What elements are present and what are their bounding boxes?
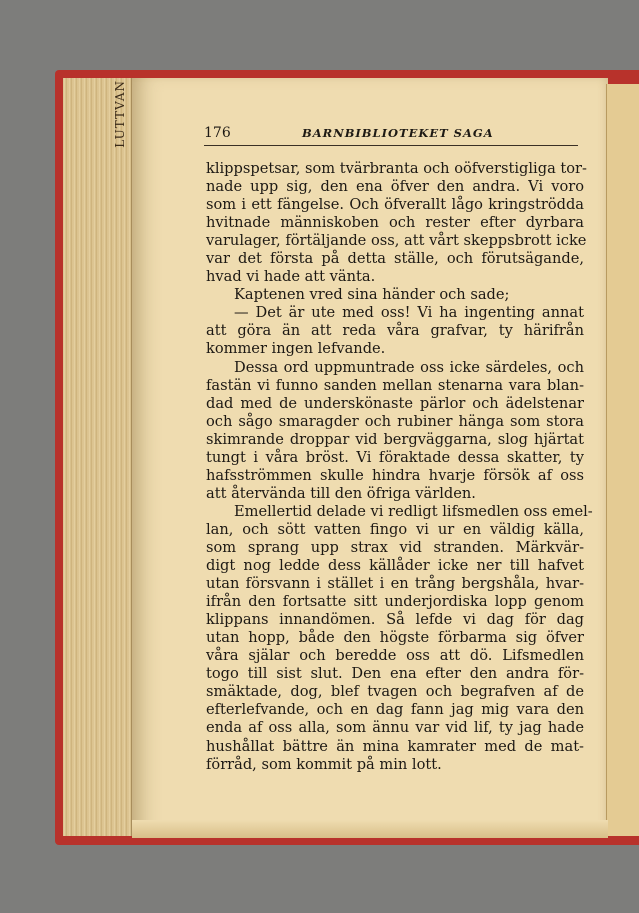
text-line: skimrande droppar vid bergväggarna, slog hjärtat bbox=[206, 430, 584, 448]
text-line: Emellertid delade vi redligt lifsmedlen oss emel- bbox=[234, 502, 593, 520]
text-line: klippans innandömen. Så lefde vi dag för dag bbox=[206, 611, 584, 629]
text-line: kommer ingen lefvande. bbox=[206, 340, 386, 358]
text-line: hvad vi hade att vänta. bbox=[206, 268, 376, 286]
text-line: var det första på detta ställe, och förutsägande, bbox=[206, 250, 584, 268]
text-line: Kaptenen vred sina händer och sade; bbox=[234, 286, 510, 304]
page-bottom-shadow bbox=[132, 820, 608, 838]
text-line: som sprang upp strax vid stranden. Märkvär- bbox=[206, 538, 584, 556]
text-line: och sågo smaragder och rubiner hänga som stora bbox=[206, 412, 584, 430]
text-line: hvitnade människoben och rester efter dyrbara bbox=[206, 214, 584, 232]
text-line: ifrån den fortsatte sitt underjordiska lopp genom bbox=[206, 593, 584, 611]
facing-page-edge bbox=[606, 84, 639, 836]
text-line: utan försvann i stället i en trång bergshåla, hvar- bbox=[206, 575, 584, 593]
text-line: togo till sist slut. Den ena efter den andra för- bbox=[206, 665, 584, 683]
page-number: 176 bbox=[204, 125, 231, 141]
text-line: våra själar och beredde oss att dö. Lifsmedlen bbox=[206, 647, 584, 665]
text-line: förråd, som kommit på min lott. bbox=[206, 755, 442, 773]
text-line: digt nog ledde dess källåder icke ner till hafvet bbox=[206, 557, 584, 575]
page-header bbox=[204, 125, 584, 145]
running-head: BARNBIBLIOTEKET SAGA bbox=[302, 126, 494, 140]
text-line: enda af oss alla, som ännu var vid lif, ty jag hade bbox=[206, 719, 584, 737]
text-line: tungt i våra bröst. Vi föraktade dessa skatter, ty bbox=[206, 448, 584, 466]
text-line: varulager, förtäljande oss, att vårt skeppsbrott icke bbox=[206, 232, 587, 250]
text-line: — Det är ute med oss! Vi ha ingenting annat bbox=[234, 304, 584, 322]
text-line: lan, och sött vatten fingo vi ur en väldig källa, bbox=[206, 520, 584, 538]
text-line: hushållat bättre än mina kamrater med de mat- bbox=[206, 737, 584, 755]
page-edges bbox=[63, 78, 132, 836]
text-line: som i ett fängelse. Och öfverallt lågo kringströdda bbox=[206, 196, 584, 214]
spine-text: LUTTVAN bbox=[113, 80, 127, 148]
text-line: hafsströmmen skulle hindra hvarje försök af oss bbox=[206, 466, 584, 484]
text-line: klippspetsar, som tvärbranta och oöfverstigliga tor- bbox=[206, 160, 587, 177]
text-line: att återvända till den öfriga världen. bbox=[206, 484, 476, 502]
text-line: utan hopp, både den högste förbarma sig öfver bbox=[206, 629, 584, 647]
header-rule bbox=[204, 145, 578, 146]
text-line: smäktade, dog, blef tvagen och begrafven af de bbox=[206, 683, 584, 701]
text-line: efterlefvande, och en dag fann jag mig vara den bbox=[206, 701, 584, 719]
text-line: nade upp sig, den ena öfver den andra. Vi voro bbox=[206, 178, 584, 196]
text-line: dad med de underskönaste pärlor och ädelstenar bbox=[206, 394, 584, 412]
text-line: att göra än att reda våra grafvar, ty härifrån bbox=[206, 322, 584, 340]
body-text bbox=[206, 160, 593, 774]
text-line: Dessa ord uppmuntrade oss icke särdeles, och bbox=[234, 358, 584, 376]
text-line: fastän vi funno sanden mellan stenarna vara blan- bbox=[206, 376, 584, 394]
